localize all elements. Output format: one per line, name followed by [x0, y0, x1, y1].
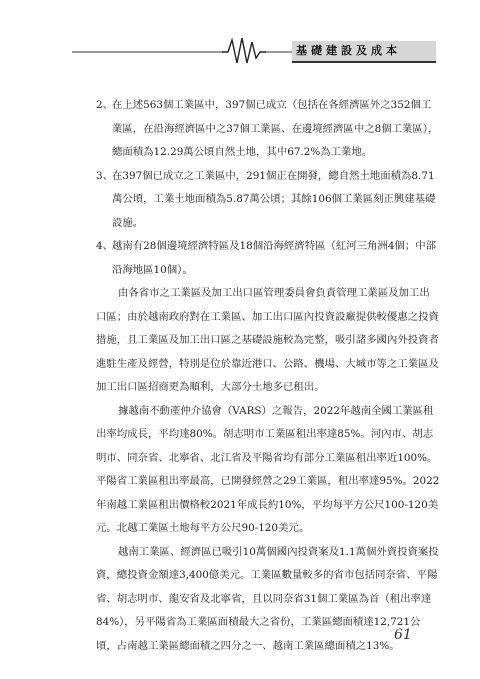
- page-number: 61: [394, 627, 412, 643]
- body-paragraph: 由各省市之工業區及加工出口區管理委員會負責管理工業區及加工出口區；由於越南政府對在工業區、加工出口區內投資設廠提供較優惠之投資措施，且工業區及加工出口區之基礎設施較為完整，吸引諸多國內外投資者進駐生產及經營，特別是位於靠近港口、公路、機場、大城市等之工業區及加工出口區招商更為順利，大部分土地多已租出。: [96, 287, 439, 393]
- page-body: [96, 94, 440, 658]
- list-item-text: 在上述563個工業區中，397個已成立（包括在各經濟區外之352個工業區，在沿海經濟區中之37個工業區、在邊境經濟區中之8個工業區），總面積為12.29萬公頃自然土地，其中67.2%為工業地。: [112, 99, 439, 158]
- body-paragraph: 越南工業區、經濟區已吸引10萬個國內投資案及1.1萬個外資投資案投資，總投資金額達3,400億美元。工業區數量較多的省市包括同奈省、平陽省、胡志明市、龍安省及北寧省，且以同奈省31個工業區為首（租出率達84%），另平陽省為工業區面積最大之省份，工業區總面積達12,721公頃，占南越工業區總面積之四分之一、越南工業區總面積之13%。: [96, 545, 439, 652]
- list-item-text: 在397個已成立之工業區中，291個正在開發，總自然土地面積為8.71萬公頃，工業土地面積為5.87萬公頃；其餘106個工業區刻正興建基礎設施。: [112, 169, 436, 229]
- list-item: [96, 165, 440, 236]
- section-title: 基礎建設及成本: [296, 44, 401, 57]
- list-item-number: 3、: [96, 169, 114, 182]
- list-item: [96, 94, 440, 165]
- page-header: [0, 36, 480, 66]
- list-item-number: 4、: [96, 240, 114, 252]
- body-paragraph: 據越南不動產仲介協會（VARS）之報告，2022年越南全國工業區租出率均成長，平均達80%。胡志明市工業區租出率達85%。河內市、胡志明市、同奈省、北寧省、北江省及平陽省均有部分工業區租出率近100%。平陽省工業區租出率最高，已開發經營之29工業區，租出率達95%。2022年南越工業區租出價格較2021年成長約10%，平均每平方公尺100-120美元。北越工業區土地每平方公尺90-120美元。: [96, 404, 440, 534]
- list-item-number: 2、: [96, 99, 114, 111]
- list-item-text: 越南有28個邊境經濟特區及18個沿海經濟特區（紅河三角洲4個；中部沿海地區10個）。: [112, 240, 436, 276]
- list-item: [96, 235, 440, 282]
